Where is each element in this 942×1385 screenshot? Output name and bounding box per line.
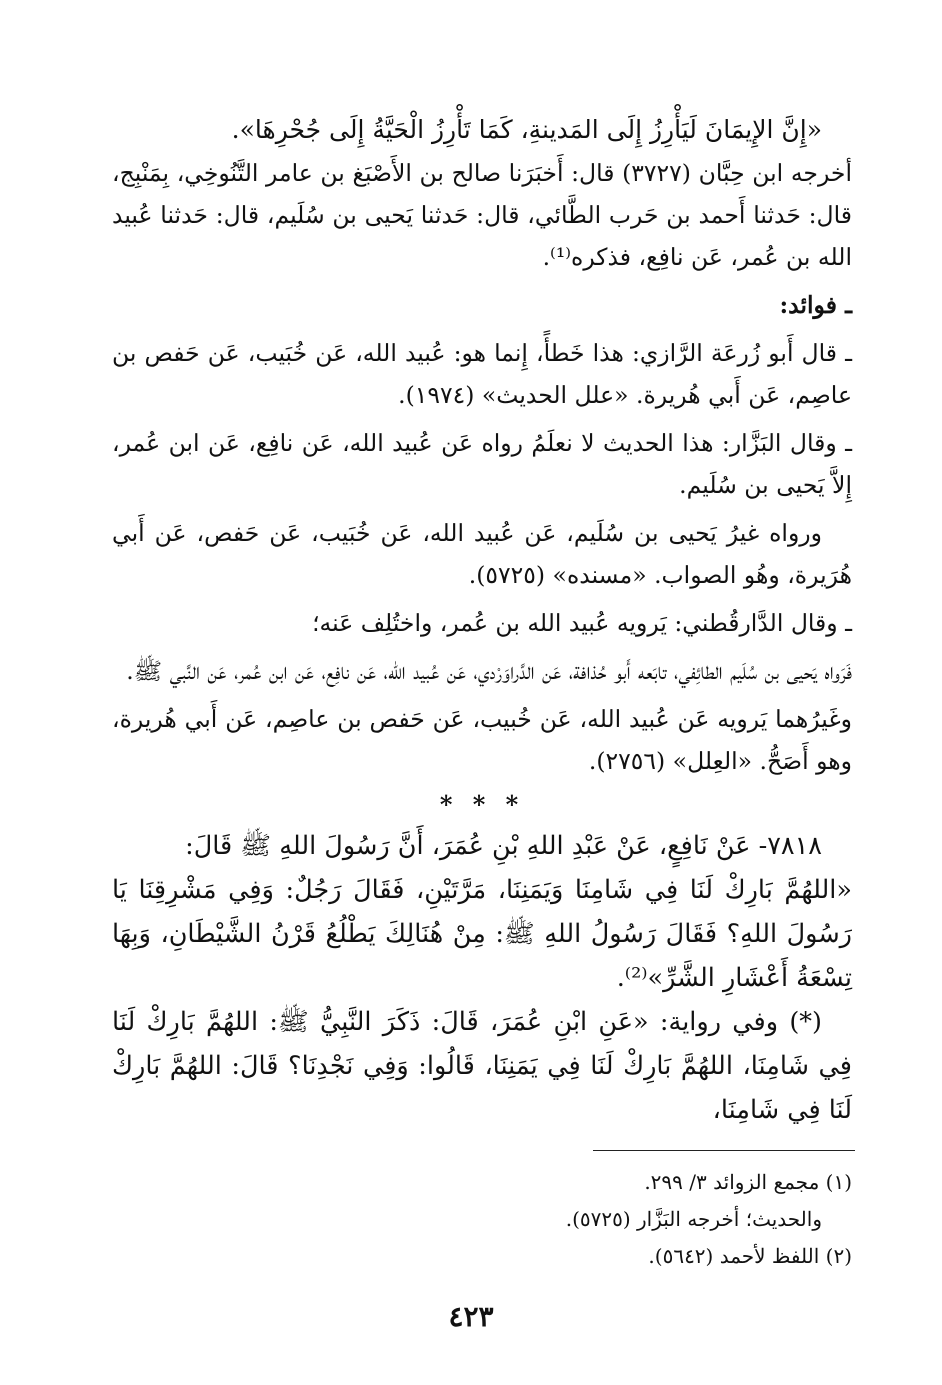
- footnote-1: (١) مجمع الزوائد ٣/ ٢٩٩.: [644, 1170, 852, 1194]
- farawahu-paragraph: فَرَواه يَحيى بن سُلَيم الطائِفي، تابَعه أَبو حُذافة، عَن الدَّراوَرْدي، عَن عُبيد الله، عَن نافِع، عَن ابن عُمر، عَن النَّبي ﷺ.: [126, 657, 852, 685]
- main-text: [112, 108, 852, 1132]
- abu-zura-paragraph: ـ قال أَبو زُرعَة الرَّازي: هذا خَطأً، إِنما هو: عُبيد الله، عَن خُبَيب، عَن حَفص بن عاصِم، عَن أَبي هُريرة. «علل الحديث» (١٩٧٤).: [112, 339, 852, 409]
- quran-quote: «إِنَّ الإِيمَانَ لَيَأْرِزُ إِلَى المَدينةِ، كَمَا تَأْرِزُ الْحَيَّةُ إِلَى جُحْرِهَا».: [231, 115, 822, 144]
- ghayruhuma-paragraph: وغَيرُهما يَرويه عَن عُبيد الله، عَن خُبيب، عَن حَفص بن عاصِم، عَن أَبي هُريرة، وهو أَصَحُّ. «العِلل» (٢٧٥٦).: [112, 705, 852, 775]
- riwaya-text: (*) وفي رواية: «عَنِ ابْنِ عُمَرَ، قَالَ: ذَكَرَ النَّبِيُّ ﷺ: اللهُمَّ بَارِكْ لَنَا فِي شَامِنَا، اللهُمَّ بَارِكْ لَنَا فِي يَمَنِنَا، قَالُوا: وَفِي نَجْدِنَا؟ قَالَ: اللهُمَّ بَارِكْ لَنَا فِي شَامِنَا،: [112, 1007, 852, 1125]
- daraqutni-paragraph: ـ وقال الدَّارقُطني: يَرويه عُبيد الله بن عُمر، واختُلِف عَنه؛: [312, 609, 852, 637]
- footnote-divider: [593, 1150, 855, 1151]
- hadith-intro: ٧٨١٨- عَنْ نَافِعٍ، عَنْ عَبْدِ اللهِ بْنِ عُمَرَ، أَنَّ رَسُولَ اللهِ ﷺ قَالَ:: [185, 831, 822, 861]
- footnote-2: (٢) اللفظ لأحمد (٥٦٤٢).: [648, 1244, 852, 1268]
- footnotes: [112, 1164, 852, 1275]
- footnote-1-continuation: والحديث؛ أخرجه البَزَّار (٥٧٢٥).: [565, 1207, 822, 1231]
- bazzar-paragraph: ـ وقال البَزَّار: هذا الحديث لا نعلَمُ رواه عَن عُبيد الله، عَن نافِع، عَن ابن عُمر، إِلاَّ يَحيى بن سُلَيم.: [112, 429, 852, 499]
- section-separator: * * *: [439, 790, 525, 819]
- page-number: ٤٢٣: [448, 1300, 494, 1333]
- fawaid-heading: ـ فوائد:: [779, 291, 852, 319]
- rawahu-paragraph: ورواه غيرُ يَحيى بن سُلَيم، عَن عُبيد الله، عَن خُبَيب، عَن حَفص، عَن أَبي هُرَيرة، وهُو الصواب. «مسنده» (٥٧٢٥).: [112, 519, 852, 589]
- takhrij-paragraph: أخرجه ابن حِبَّان (٣٧٢٧) قال: أَخبَرَنا صالح بن الأَصْبَغ بن عامر التَّنُوخِي، بِمَنْبِج، قال: حَدثنا أَحمد بن حَرب الطَّائي، قال: حَدثنا يَحيى بن سُلَيم، قال: حَدثنا عُبيد الله بن عُمر، عَن نافِع، فذكره⁽¹⁾.: [112, 159, 852, 271]
- hadith-text: «اللهُمَّ بَارِكْ لَنَا فِي شَامِنَا وَيَمَنِنَا، مَرَّتَيْنِ، فَقَالَ رَجُلٌ: وَفِي مَشْرِقِنَا يَا رَسُولَ اللهِ؟ فَقَالَ رَسُولُ اللهِ ﷺ: مِنْ هُنَالِكَ يَطْلُعُ قَرْنُ الشَّيْطَانِ، وَبِهَا تِسْعَةُ أَعْشَارِ الشَّرِّ»⁽²⁾.: [112, 875, 852, 993]
